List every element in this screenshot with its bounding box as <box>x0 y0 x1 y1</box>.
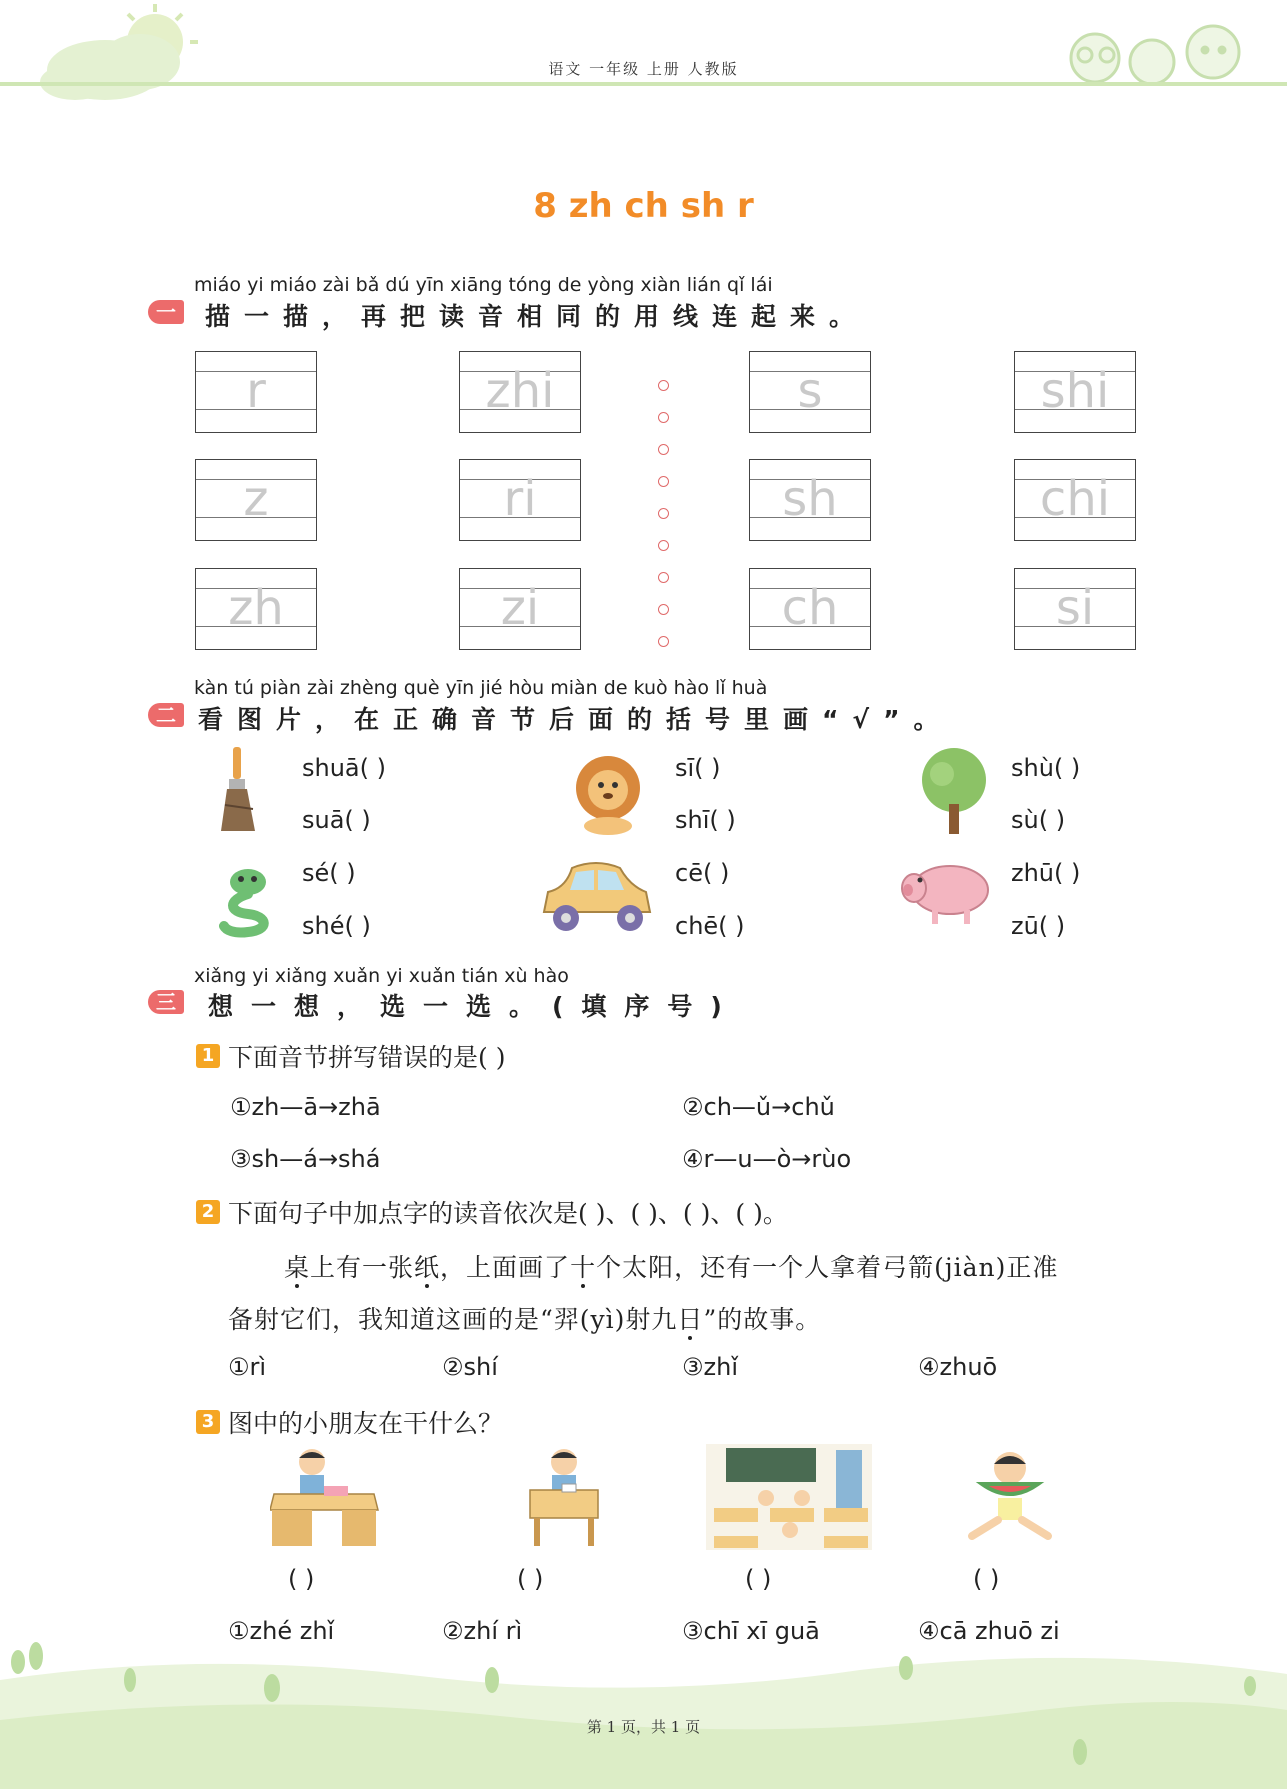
option-shi[interactable]: shī( ) <box>675 806 736 834</box>
section3-heading: 想一想，选一选。(填序号) <box>208 992 740 1021</box>
question-number: 1 <box>196 1044 220 1068</box>
section3-badge: 三 <box>148 990 184 1014</box>
q2-option-4[interactable]: ④zhuō <box>918 1353 998 1381</box>
q3-option-4[interactable]: ④cā zhuō zi <box>918 1617 1060 1645</box>
dotted-char: 十 <box>570 1253 597 1282</box>
question1-text: 下面音节拼写错误的是( ) <box>228 1043 506 1072</box>
pinyin-card[interactable]: ri <box>459 459 581 541</box>
pinyin-card[interactable]: ch <box>749 568 871 650</box>
option-si[interactable]: sī( ) <box>675 754 721 782</box>
tree-icon <box>916 746 992 836</box>
pinyin-card[interactable]: chi <box>1014 459 1136 541</box>
section2-pinyin: kàn tú piàn zài zhèng què yīn jié hòu miàn de kuò hào lǐ huà <box>194 677 768 699</box>
question3-text: 图中的小朋友在干什么？ <box>228 1409 504 1438</box>
page-footer: 第 1 页，共 1 页 <box>586 1718 701 1736</box>
option-zhu[interactable]: zhū( ) <box>1011 859 1081 887</box>
pinyin-card[interactable]: s <box>749 351 871 433</box>
dotted-char: 日 <box>677 1305 704 1334</box>
pig-icon <box>898 858 992 928</box>
option-zu[interactable]: zū( ) <box>1011 912 1066 940</box>
divider-dot-icon <box>658 476 669 487</box>
pinyin-card[interactable]: sh <box>749 459 871 541</box>
car-icon <box>538 860 654 938</box>
section3-pinyin: xiǎng yi xiǎng xuǎn yi xuǎn tián xù hào <box>194 965 569 987</box>
pinyin-card[interactable]: r <box>195 351 317 433</box>
divider-dot-icon <box>658 380 669 391</box>
answer-bracket[interactable]: ( ) <box>973 1565 1000 1593</box>
divider-dot-icon <box>658 412 669 423</box>
option-ce[interactable]: cē( ) <box>675 859 730 887</box>
section1-heading: 描一描，再把读音相同的用线连起来。 <box>205 302 869 331</box>
section2-badge: 二 <box>148 703 184 727</box>
question2-text: 下面句子中加点字的读音依次是( )、( )、( )、( )。 <box>228 1199 788 1228</box>
answer-bracket[interactable]: ( ) <box>517 1565 544 1593</box>
q3-option-3[interactable]: ③chī xī guā <box>682 1617 820 1645</box>
eating-watermelon-picture-icon <box>962 1448 1058 1548</box>
pinyin-card[interactable]: zh <box>195 568 317 650</box>
option-shu[interactable]: shù( ) <box>1011 754 1081 782</box>
pinyin-card[interactable]: z <box>195 459 317 541</box>
q2-option-2[interactable]: ②shí <box>442 1353 498 1381</box>
header-text: 语文 一年级 上册 人教版 <box>548 60 739 78</box>
q1-option-3[interactable]: ③sh—á→shá <box>230 1145 381 1173</box>
q3-option-1[interactable]: ①zhé zhǐ <box>228 1617 335 1645</box>
section1-badge: 一 <box>148 300 184 324</box>
pinyin-card[interactable]: shi <box>1014 351 1136 433</box>
section2-heading: 看图片，在正确音节后面的括号里画“√”。 <box>198 705 953 734</box>
option-she[interactable]: shé( ) <box>302 912 371 940</box>
q2-option-1[interactable]: ①rì <box>228 1353 267 1381</box>
option-sua[interactable]: suā( ) <box>302 806 371 834</box>
q2-option-3[interactable]: ③zhǐ <box>682 1353 738 1381</box>
answer-bracket[interactable]: ( ) <box>745 1565 772 1593</box>
option-su[interactable]: sù( ) <box>1011 806 1066 834</box>
section1-pinyin: miáo yi miáo zài bǎ dú yīn xiāng tóng de yòng xiàn lián qǐ lái <box>194 274 773 296</box>
pinyin-card[interactable]: si <box>1014 568 1136 650</box>
divider-dot-icon <box>658 540 669 551</box>
header-line <box>0 82 1287 86</box>
q2-passage-line2: 备射它们，我知道这画的是“羿(yì)射九日”的故事。 <box>228 1305 822 1334</box>
divider-dot-icon <box>658 636 669 647</box>
option-che[interactable]: chē( ) <box>675 912 745 940</box>
pinyin-card[interactable]: zhi <box>459 351 581 433</box>
divider-dot-icon <box>658 444 669 455</box>
question-number: 3 <box>196 1410 220 1434</box>
question-number: 2 <box>196 1200 220 1224</box>
hills-decoration <box>0 1640 1287 1789</box>
pinyin-card[interactable]: zi <box>459 568 581 650</box>
answer-bracket[interactable]: ( ) <box>288 1565 315 1593</box>
lesson-title: 8 zh ch sh r <box>533 186 754 226</box>
dotted-char: 桌 <box>284 1253 311 1282</box>
classroom-picture-icon <box>706 1444 872 1550</box>
q1-option-2[interactable]: ②ch—ǔ→chǔ <box>682 1093 835 1121</box>
divider-dot-icon <box>658 572 669 583</box>
q1-option-4[interactable]: ④r—u—ò→rùo <box>682 1145 852 1173</box>
brush-icon <box>215 745 265 837</box>
q3-option-2[interactable]: ②zhí rì <box>442 1617 523 1645</box>
divider-dot-icon <box>658 604 669 615</box>
option-shua[interactable]: shuā( ) <box>302 754 386 782</box>
lion-icon <box>572 752 648 836</box>
dotted-char: 纸 <box>414 1253 441 1282</box>
divider-dot-icon <box>658 508 669 519</box>
q1-option-1[interactable]: ①zh—ā→zhā <box>230 1093 381 1121</box>
q2-passage-line1: 桌上有一张纸，上面画了十个太阳，还有一个人拿着弓箭(jiàn)正准 <box>284 1253 1059 1282</box>
wiping-table-picture-icon <box>526 1446 602 1550</box>
option-se[interactable]: sé( ) <box>302 859 356 887</box>
snake-icon <box>218 866 280 940</box>
folding-paper-picture-icon <box>270 1446 382 1550</box>
